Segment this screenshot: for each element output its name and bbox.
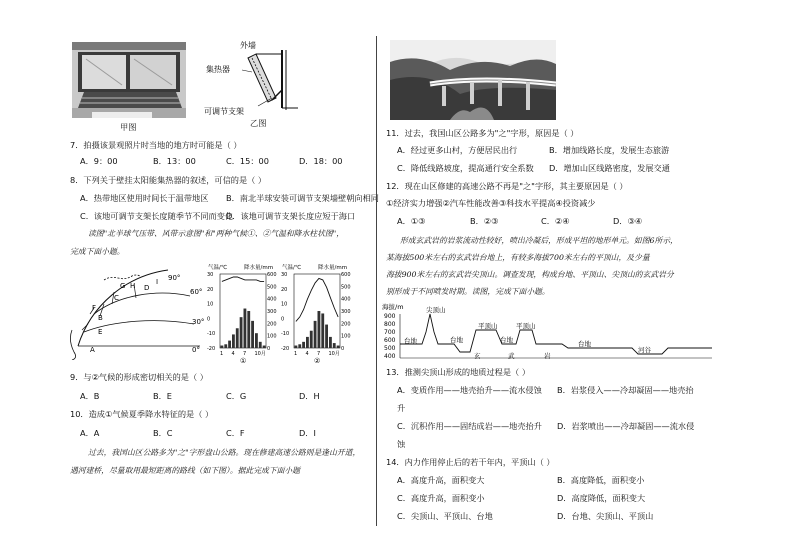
q8-option-a[interactable]: A．热带地区使用时间长于温带地区 <box>80 193 209 203</box>
temp-tick: 30 <box>207 272 214 278</box>
question-10: 10．造成①气候夏季降水特征的是（ ） <box>70 409 214 419</box>
precip-tick: 100 <box>267 333 277 340</box>
intro-pressure-belts-cont: 完成下面小题。 <box>70 247 125 256</box>
climate-chart-1 <box>206 262 278 366</box>
precip-bar <box>321 313 324 348</box>
climate-chart-2 <box>280 262 352 366</box>
precip-tick: 500 <box>341 284 351 291</box>
precip-bar <box>306 337 309 348</box>
temp-tick: 10 <box>281 301 288 308</box>
month-tick: 1 <box>220 351 224 357</box>
intro-highway-1: 过去，我国山区公路多为"之"字形盘山公路。现在修建高速公路则是逢山开道， <box>88 448 361 457</box>
precip-bar <box>228 341 231 348</box>
belt-h: H <box>130 282 136 290</box>
angle-0: 0° <box>192 346 200 354</box>
q13-option-d[interactable]: D．岩浆喷出——冷却凝固——流水侵 <box>557 421 695 431</box>
wall-label: 外墙 <box>240 41 256 50</box>
q14-option-b[interactable]: B．高度降低，面积变小 <box>557 475 645 485</box>
precip-bar <box>314 321 317 348</box>
ytick-700: 700 <box>384 329 396 336</box>
belt-a: A <box>90 346 95 354</box>
question-7: 7．拍摄该景观照片时当地的地方时可能是（ ） <box>70 140 242 150</box>
precip-tick: 200 <box>267 321 277 328</box>
precip-bar <box>259 342 262 348</box>
label-xuan: 玄 <box>474 352 481 360</box>
q11-option-c[interactable]: C．降低线路坡度，提高通行安全系数 <box>397 163 534 173</box>
temperature-line <box>296 278 338 321</box>
intro-highway-2: 遇河建桥，尽量取用最短距离的路线（如下图）。据此完成下面小题 <box>70 466 301 475</box>
temp-tick: 0 <box>281 316 285 323</box>
precip-bar <box>224 344 227 348</box>
angle-60: 60° <box>190 288 203 296</box>
climate-number: ② <box>314 357 321 365</box>
q9-option-a[interactable]: A．B <box>80 391 100 401</box>
question-13: 13．推测尖顶山形成的地质过程是（ ） <box>386 367 531 377</box>
precip-bar <box>329 337 332 348</box>
q13-option-b[interactable]: B．岩浆侵入——冷却凝固——地壳抬 <box>557 385 694 395</box>
climate-number: ① <box>240 357 247 365</box>
q8-option-d[interactable]: D．该地可调节支架长度应短于海口 <box>226 211 356 221</box>
precip-bar <box>333 343 336 348</box>
precip-tick: 400 <box>341 296 351 303</box>
belt-g: G <box>120 282 126 290</box>
label-mesa-2: 平顶山 <box>516 322 536 330</box>
precip-bar <box>221 346 224 348</box>
precip-tick: 0 <box>267 346 271 352</box>
q13-option-d-cont: 蚀 <box>397 439 406 449</box>
temperature-line <box>222 277 264 281</box>
q12-option-c[interactable]: C．②④ <box>541 216 570 226</box>
terrain-profile <box>382 302 712 362</box>
precip-bar <box>244 309 247 348</box>
month-tick: 4 <box>231 351 235 357</box>
q7-option-c[interactable]: C．15：00 <box>226 156 269 166</box>
pressure-belt-diagram <box>64 264 204 360</box>
precip-bar <box>337 346 340 348</box>
q7-option-b[interactable]: B．13：00 <box>153 156 196 166</box>
month-tick: 7 <box>317 351 321 357</box>
precip-bar <box>263 346 266 348</box>
temp-tick: 20 <box>207 286 214 293</box>
belt-c: C <box>114 294 119 302</box>
q15-option-d[interactable]: D．台地、尖顶山、平顶山 <box>557 511 654 521</box>
label-wu: 武 <box>508 352 515 360</box>
precip-tick: 300 <box>267 309 277 315</box>
label-valley: 河谷 <box>638 346 651 354</box>
collector-caption: 乙图 <box>250 118 267 128</box>
collector-diagram <box>200 38 300 118</box>
belt-i: I <box>156 278 159 286</box>
precip-bar <box>310 331 313 348</box>
precip-bar <box>236 328 239 348</box>
basalt-passage-4: 别形成于不同喷发时期。读图，完成下面小题。 <box>386 287 550 296</box>
ytick-400: 400 <box>384 353 396 360</box>
q7-option-d[interactable]: D．18：00 <box>299 156 343 166</box>
q11-option-a[interactable]: A．经过更多山村，方便居民出行 <box>397 145 518 155</box>
precip-bar <box>251 321 254 348</box>
q8-option-b[interactable]: B．南北半球安装可调节支架墙壁朝向相同 <box>226 193 379 203</box>
question-14: 14．内力作用停止后的若干年内，平顶山（ ） <box>386 457 555 467</box>
precip-tick: 100 <box>341 333 351 340</box>
ytick-800: 800 <box>384 321 396 328</box>
temp-axis-label: 气温/℃ <box>282 265 302 271</box>
label-mesa-1: 平顶山 <box>478 322 498 330</box>
temp-tick: 10 <box>207 301 214 308</box>
precip-bar <box>247 311 250 348</box>
precip-tick: 400 <box>267 296 277 303</box>
q7-option-a[interactable]: A．9：00 <box>80 156 118 166</box>
temp-tick: 20 <box>281 286 288 293</box>
q15-option-c[interactable]: C．尖顶山、平顶山、台地 <box>397 511 493 521</box>
q14-option-c[interactable]: C．高度升高，面积变小 <box>397 493 485 503</box>
q11-option-d[interactable]: D．增加山区线路密度，发展交通 <box>549 163 670 173</box>
precip-tick: 0 <box>341 346 345 352</box>
belt-d: D <box>144 284 150 292</box>
bracket-label: 可调节支架 <box>204 107 244 116</box>
label-platform-3: 台地 <box>500 336 513 344</box>
precip-axis-label: 降水量/mm <box>318 265 348 271</box>
plot-frame <box>220 274 266 348</box>
q8-option-c[interactable]: C．该地可调节支架长度随季节不同而变化 <box>80 211 234 221</box>
label-platform-4: 台地 <box>578 340 591 348</box>
highway-photo <box>390 40 556 120</box>
q10-option-d[interactable]: D．I <box>299 428 316 438</box>
label-platform-1: 台地 <box>404 337 417 345</box>
q10-option-b[interactable]: B．C <box>153 428 173 438</box>
question-9: 9．与②气候的形成密切相关的是（ ） <box>70 372 208 382</box>
label-yan: 岩 <box>544 352 551 360</box>
q13-option-c[interactable]: C．沉积作用——固结成岩——地壳抬升 <box>397 421 542 431</box>
month-tick: 4 <box>305 351 309 357</box>
angle-90: 90° <box>168 274 181 282</box>
precip-bar <box>255 333 258 348</box>
q9-option-b[interactable]: B．E <box>153 391 172 401</box>
month-tick: 10月 <box>254 351 266 357</box>
column-divider <box>376 36 377 526</box>
q10-option-a[interactable]: A．A <box>80 428 100 438</box>
month-tick: 1 <box>294 351 298 357</box>
precip-bar <box>302 342 305 348</box>
precip-bar <box>298 344 301 348</box>
q9-option-d[interactable]: D．H <box>299 391 320 401</box>
precip-axis-label: 降水量/mm <box>244 265 274 271</box>
precip-bar <box>318 311 321 348</box>
temp-axis-label: 气温/℃ <box>208 265 228 271</box>
q14-option-d[interactable]: D．高度降低，面积变大 <box>557 493 646 503</box>
collector-label: 集热器 <box>206 65 230 74</box>
q12-option-d[interactable]: D．③④ <box>613 216 643 226</box>
belt-b: B <box>98 314 103 322</box>
q10-option-c[interactable]: C．F <box>226 428 245 438</box>
ytick-900: 900 <box>384 313 396 320</box>
window-photo <box>72 42 186 118</box>
precip-bar <box>232 334 235 348</box>
belt-e: E <box>98 328 103 336</box>
basalt-passage-1: 形成玄武岩的岩浆流动性较好，喷出冷凝后，形成平坦的地形单元。如图6所示， <box>400 236 678 245</box>
label-platform-2: 台地 <box>450 336 463 344</box>
photo-caption: 甲图 <box>120 122 137 132</box>
temp-tick: 30 <box>281 272 288 278</box>
angle-30: 30° <box>192 318 204 326</box>
basalt-passage-3: 海拔900米左右的玄武岩尖顶山。调查发现，构成台地、平顶山、尖顶山的玄武岩分 <box>386 270 674 279</box>
month-tick: 10月 <box>328 351 340 357</box>
q13-option-b-cont: 升 <box>397 403 406 413</box>
question-11: 11．过去，我国山区公路多为"之"字形，原因是（ ） <box>386 128 579 138</box>
precip-tick: 300 <box>341 309 351 315</box>
month-tick: 7 <box>243 351 247 357</box>
question-8: 8．下列关于壁挂太阳能集热器的叙述，可信的是（ ） <box>70 175 267 185</box>
temp-tick: -20 <box>281 346 290 352</box>
precip-bar <box>325 325 328 348</box>
precip-tick: 600 <box>341 272 351 278</box>
profile-ylabel: 海拔/m <box>382 303 404 311</box>
temp-tick: -10 <box>207 331 216 338</box>
q14-option-a[interactable]: A．高度升高，面积变大 <box>397 475 485 485</box>
temp-tick: -20 <box>207 346 216 352</box>
ytick-600: 600 <box>384 337 396 344</box>
plot-frame <box>294 274 340 348</box>
q13-option-a[interactable]: A．变质作用——地壳抬升——流水侵蚀 <box>397 385 542 395</box>
q12-option-a[interactable]: A．①③ <box>397 216 426 226</box>
precip-bar <box>295 346 298 348</box>
q11-option-b[interactable]: B．增加线路长度，发展生态旅游 <box>549 145 670 155</box>
precip-tick: 500 <box>267 284 277 291</box>
precip-tick: 600 <box>267 272 277 278</box>
q12-option-b[interactable]: B．②③ <box>470 216 499 226</box>
precip-bar <box>240 317 243 348</box>
q12-statements: ①经济实力增强②汽车性能改善③科技水平提高④投资减少 <box>386 198 596 208</box>
belt-f: F <box>92 304 97 312</box>
intro-pressure-belts: 读图"北半球气压带、风带示意图"和"两种气候①、②气温和降水柱状图"， <box>88 229 345 238</box>
question-12: 12．现在山区修建的高速公路不再是"之"字形，其主要原因是（ ） <box>386 181 628 191</box>
basalt-passage-2: 某海拔500米左右的玄武岩台地上，有较多海拔700米左右的平顶山，及少量 <box>386 253 650 262</box>
temp-tick: -10 <box>281 331 290 338</box>
temp-tick: 0 <box>207 316 211 323</box>
precip-tick: 200 <box>341 321 351 328</box>
ytick-500: 500 <box>384 345 396 352</box>
q9-option-c[interactable]: C．G <box>226 391 247 401</box>
label-peak: 尖顶山 <box>426 306 446 314</box>
